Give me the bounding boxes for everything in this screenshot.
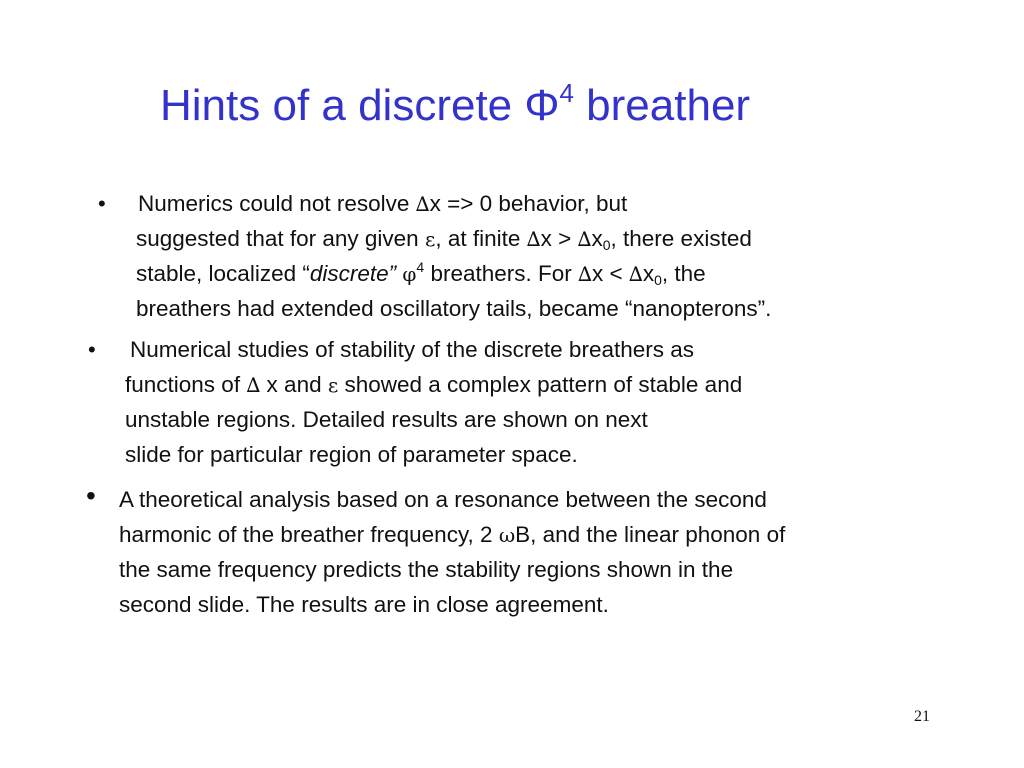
bullet-3-line-3 <box>119 552 785 587</box>
bullet-3-line-1 <box>119 482 785 517</box>
text-run: the same frequency predicts the stability regions shown in the <box>119 557 734 582</box>
bullet-2-line-2 <box>125 367 742 402</box>
text-run: showed a complex pattern of stable and <box>338 372 743 397</box>
delta-symbol: ∆ <box>246 373 261 397</box>
text-run: A theoretical analysis based on a resonance between the second <box>119 487 767 512</box>
bullet-1-line-3 <box>136 256 771 291</box>
text-run: x and <box>260 372 328 397</box>
text-run: x <box>642 261 655 286</box>
text-run: second slide. The results are in close agreement. <box>119 592 609 617</box>
bullet-marker-3: • <box>86 480 96 511</box>
bullet-2-line-3 <box>125 402 742 437</box>
page-number: 21 <box>914 708 930 725</box>
bullet-3-line-4 <box>119 587 785 622</box>
bullet-marker-1: • <box>98 191 106 216</box>
title-superscript: 4 <box>559 78 574 108</box>
text-run: Numerics could not resolve <box>138 191 416 216</box>
title-text: Hints of a discrete Φ <box>160 81 560 130</box>
text-run: , the <box>661 261 706 286</box>
text-run: Numerical studies of stability of the discrete breathers as <box>130 337 695 362</box>
delta-symbol: ∆ <box>415 192 430 216</box>
phi-symbol: φ <box>402 262 417 286</box>
subscript: 0 <box>602 237 611 253</box>
bullet-1-line-1 <box>138 186 771 221</box>
slide-title <box>160 78 750 134</box>
subscript: 0 <box>654 272 662 288</box>
bullet-1-line-4 <box>136 291 771 326</box>
bullet-3-line-2 <box>119 517 785 552</box>
bullet-marker-2: • <box>88 337 96 362</box>
text-run: x > <box>540 226 578 251</box>
bullet-2 <box>125 332 743 472</box>
text-run: breathers had extended oscillatory tails, became “nanopterons”. <box>136 296 772 321</box>
bullet-3 <box>119 482 785 622</box>
title-text-after: breather <box>573 81 751 130</box>
bullet-1 <box>138 186 771 326</box>
delta-symbol: ∆ <box>577 227 592 251</box>
delta-symbol: ∆ <box>628 262 643 286</box>
text-run: slide for particular region of parameter space. <box>125 442 578 467</box>
text-run: x < <box>591 261 629 286</box>
text-run: suggested that for any given <box>136 226 425 251</box>
text-run: B, and the linear phonon of <box>515 522 786 547</box>
text-run: stable, localized “ <box>136 261 310 286</box>
italic-text: discrete” <box>309 261 397 286</box>
text-run: , at finite <box>435 226 527 251</box>
bullet-2-line-1 <box>130 332 742 367</box>
text-run: functions of <box>125 372 247 397</box>
bullet-1-line-2 <box>136 221 771 256</box>
text-run: x <box>591 226 603 251</box>
text-run: harmonic of the breather frequency, 2 <box>119 522 499 547</box>
delta-symbol: ∆ <box>526 227 541 251</box>
text-run: , there existed <box>610 226 752 251</box>
bullet-2-line-4 <box>125 437 742 472</box>
text-run: unstable regions. Detailed results are shown on next <box>125 407 648 432</box>
epsilon-symbol: ε <box>424 227 436 251</box>
text-run: breathers. For <box>424 261 579 286</box>
epsilon-symbol: ε <box>327 373 339 397</box>
text-run: x => 0 behavior, but <box>429 191 628 216</box>
omega-symbol: ω <box>498 523 516 547</box>
superscript: 4 <box>416 259 425 275</box>
delta-symbol: ∆ <box>578 262 592 286</box>
